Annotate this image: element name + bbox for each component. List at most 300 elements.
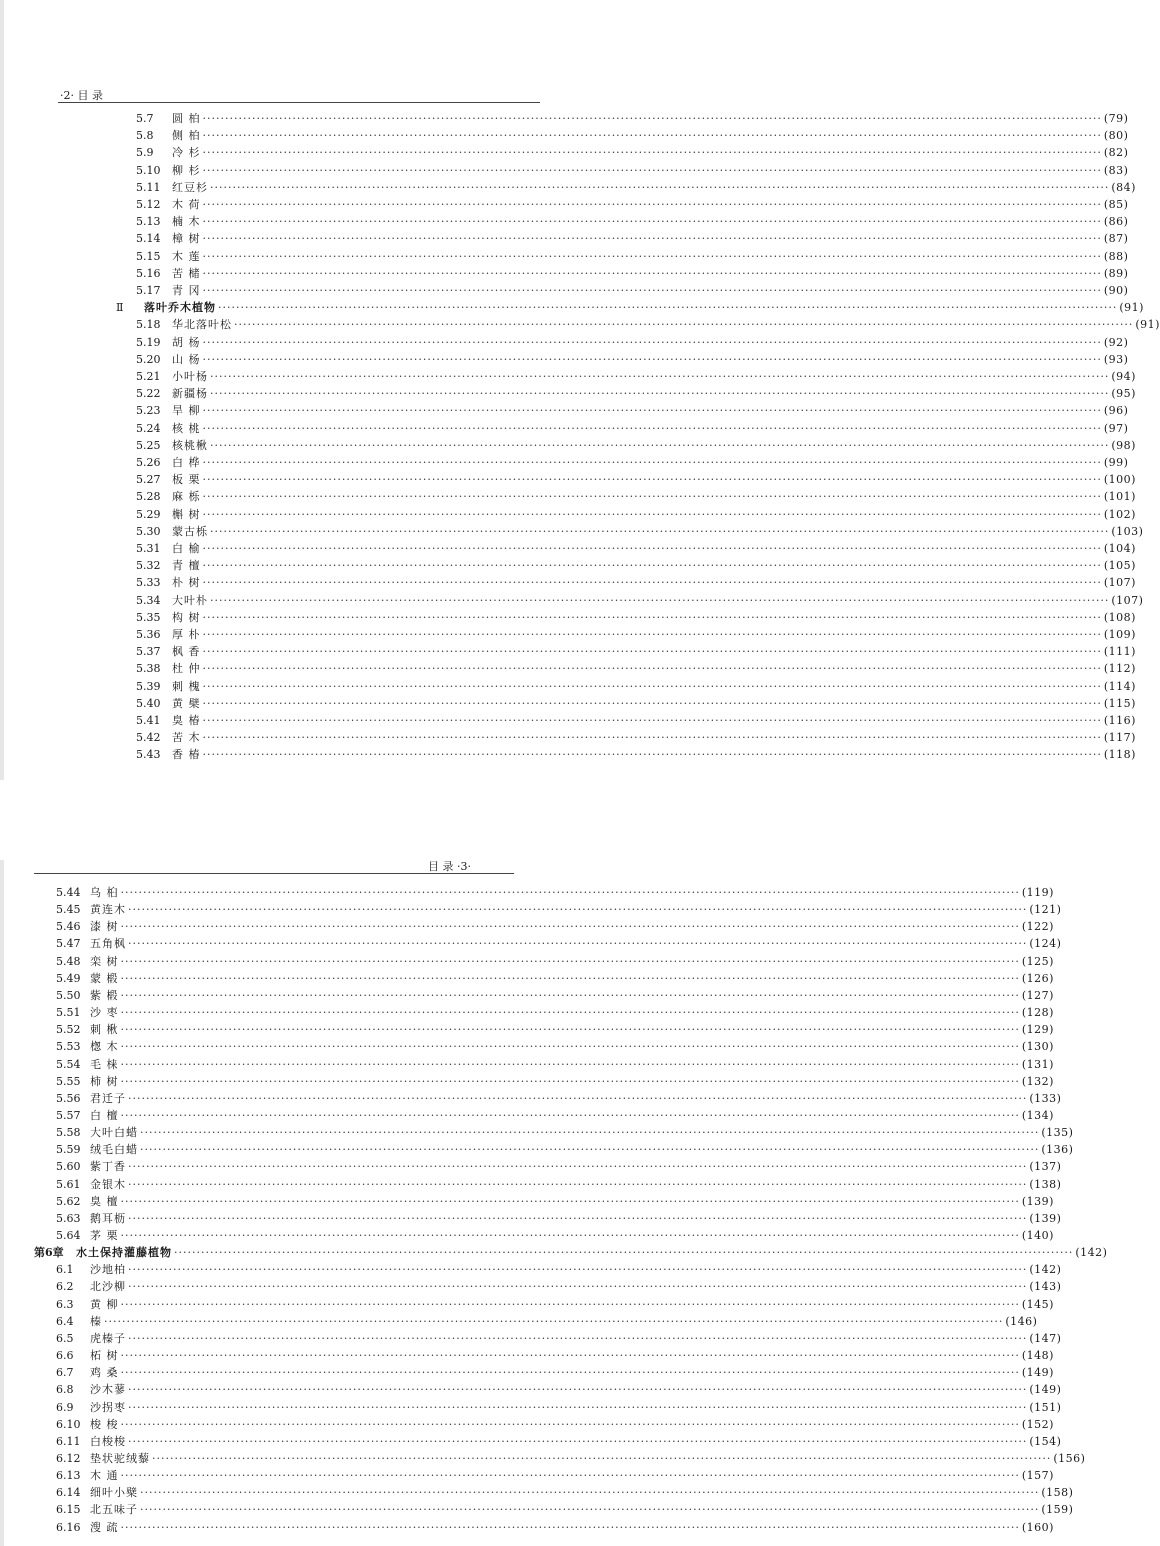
toc-page-number: (104) [1103, 542, 1136, 555]
toc-page-number: (92) [1103, 335, 1129, 349]
toc-entry-number: 5.50 [56, 988, 81, 1002]
toc-entry-number: 5.25 [136, 438, 161, 452]
toc-entry [56, 1467, 1054, 1484]
toc-entry-title: 黄 柳 [90, 1297, 119, 1311]
toc-entry-title: 溲 疏 [90, 1520, 119, 1534]
toc-entry-number: 5.21 [136, 370, 161, 383]
dot-leader: ········································································································································································································ [218, 301, 1118, 315]
dot-leader: ········································································································································································································ [202, 112, 1102, 125]
dot-leader: ········································································································································································································ [202, 576, 1102, 590]
toc-entry-number: 5.28 [136, 490, 161, 504]
toc-entry [56, 1021, 1054, 1038]
toc-entry-number: 5.15 [136, 249, 161, 263]
dot-leader: ········································································································································································································ [128, 1160, 1028, 1174]
toc-entry-number: 5.7 [136, 112, 154, 125]
toc-page-number: (149) [1021, 1366, 1054, 1380]
toc-entry-title: 柳 杉 [172, 163, 201, 177]
toc-entry-number: 第6章 [34, 1246, 64, 1260]
toc-entry-number: 6.11 [56, 1434, 81, 1448]
toc-entry-number: 5.33 [136, 576, 161, 590]
toc-entry-number: 6.10 [56, 1417, 81, 1431]
toc-entry-title: 圆 柏 [172, 112, 201, 125]
toc-entry-title: 侧 柏 [172, 129, 201, 143]
toc-entry [136, 368, 1136, 385]
toc-entry-title: 山 杨 [172, 352, 201, 366]
toc-entry-number: 5.56 [56, 1091, 81, 1105]
toc-entry-title: 青 冈 [172, 284, 201, 297]
toc-page-number: (98) [1111, 438, 1136, 452]
toc-entry-title: 五角枫 [90, 937, 126, 951]
toc-entry-title: 刺 楸 [90, 1023, 119, 1037]
toc-entry-title: 绒毛白蜡 [90, 1143, 138, 1157]
toc-entry [136, 523, 1144, 540]
toc-entry-title: 大叶白蜡 [90, 1126, 138, 1140]
toc-page-number: (127) [1021, 988, 1054, 1002]
dot-leader: ········································································································································································································ [120, 1229, 1020, 1242]
toc-entry [136, 609, 1136, 626]
toc-entry-number: 6.6 [56, 1349, 74, 1363]
toc-entry [136, 162, 1129, 179]
toc-entry [136, 127, 1129, 144]
toc-page-number: (159) [1041, 1503, 1074, 1517]
toc-page-number: (139) [1029, 1211, 1062, 1225]
dot-leader: ········································································································································································································ [210, 370, 1110, 383]
dot-leader: ········································································································································································································ [120, 1366, 1020, 1380]
toc-entry-title: 木 莲 [172, 249, 201, 263]
toc-entry-number: 5.43 [136, 748, 161, 762]
toc-entry [136, 144, 1129, 161]
dot-leader: ········································································································································································································ [120, 1194, 1020, 1208]
toc-entry [56, 1313, 1038, 1330]
dot-leader: ········································································································································································································ [210, 524, 1110, 538]
toc-entry-number: 5.24 [136, 421, 161, 435]
dot-leader: ········································································································································································································ [120, 1520, 1020, 1534]
toc-entry [56, 1056, 1054, 1073]
toc-page-number: (148) [1021, 1349, 1054, 1363]
toc-entry-title: 柿 树 [90, 1074, 119, 1088]
toc-page-number: (142) [1075, 1246, 1108, 1260]
toc-entry [56, 987, 1054, 1004]
toc-entry [56, 1193, 1054, 1210]
toc-page-number: (91) [1135, 318, 1160, 332]
toc-section-entry [116, 299, 1144, 316]
toc-entry-title: 沙木蓼 [90, 1383, 126, 1397]
toc-entry-number: 6.13 [56, 1469, 81, 1483]
toc-page-number: (91) [1119, 301, 1144, 315]
toc-entry-number: 5.31 [136, 542, 161, 555]
toc-entry [136, 265, 1129, 282]
dot-leader: ········································································································································································································ [120, 971, 1020, 985]
toc-entry-number: 5.26 [136, 456, 161, 469]
toc-entry-title: 乌 桕 [90, 886, 119, 899]
toc-entry [56, 1227, 1054, 1244]
dot-leader: ········································································································································································································ [202, 163, 1102, 177]
dot-leader: ········································································································································································································ [140, 1503, 1040, 1517]
toc-entry-title: 垫状驼绒藜 [90, 1451, 150, 1465]
toc-entry-title: 蒙古栎 [172, 524, 208, 538]
header-rule [58, 102, 540, 103]
toc-entry [136, 626, 1136, 643]
toc-page-number: (145) [1021, 1297, 1054, 1311]
dot-leader: ········································································································································································································ [120, 1469, 1020, 1483]
toc-entry-title: 沙 枣 [90, 1006, 119, 1020]
dot-leader: ········································································································································································································ [120, 988, 1020, 1002]
toc-entry [136, 230, 1129, 247]
toc-entry [136, 179, 1136, 196]
toc-page-number: (132) [1021, 1074, 1054, 1088]
toc-entry-number: 5.23 [136, 404, 161, 418]
toc-entry-number: 6.8 [56, 1383, 74, 1397]
dot-leader: ········································································································································································································ [202, 232, 1102, 246]
toc-entry-number: 5.10 [136, 163, 161, 177]
toc-entry-title: 华北落叶松 [172, 318, 232, 332]
toc-entry-number: 6.15 [56, 1503, 81, 1517]
toc-entry-number: 5.38 [136, 662, 161, 676]
toc-entry [136, 316, 1160, 333]
toc-entry-number: 6.7 [56, 1366, 74, 1380]
toc-entry-number: 5.35 [136, 610, 161, 624]
dot-leader: ········································································································································································································ [202, 696, 1102, 710]
toc-entry-number: 5.20 [136, 352, 161, 366]
toc-entry-number: 5.45 [56, 903, 81, 917]
toc-page-number: (138) [1029, 1177, 1062, 1191]
toc-entry [136, 712, 1136, 729]
header-rule [34, 873, 514, 874]
toc-entry-title: 黄 檗 [172, 696, 201, 710]
toc-entry-number: 5.9 [136, 146, 154, 160]
toc-page-number: (122) [1021, 920, 1054, 934]
toc-page-number: (100) [1103, 473, 1136, 487]
dot-leader: ········································································································································································································ [202, 679, 1102, 693]
toc-entry [56, 1210, 1062, 1227]
dot-leader: ········································································································································································································ [202, 249, 1102, 263]
toc-entry [56, 1330, 1062, 1347]
toc-entry-title: 麻 栎 [172, 490, 201, 504]
toc-entry-title: 青 檀 [172, 559, 201, 573]
toc-entry [56, 1381, 1062, 1398]
toc-entry-number: 5.62 [56, 1194, 81, 1208]
page-edge-shadow [0, 860, 4, 1546]
toc-entry [136, 402, 1129, 419]
toc-entry [56, 970, 1054, 987]
toc-entry [56, 1296, 1054, 1313]
toc-page-number: (86) [1103, 215, 1129, 229]
dot-leader: ········································································································································································································ [202, 146, 1102, 160]
toc-entry-title: 楤 木 [90, 1040, 119, 1054]
toc-entry-number: 5.34 [136, 593, 161, 607]
toc-page-number: (93) [1103, 352, 1129, 366]
dot-leader: ········································································································································································································ [202, 215, 1102, 229]
toc-entry-title: 木 荷 [172, 198, 201, 211]
toc-entry-number: 5.36 [136, 628, 161, 641]
dot-leader: ········································································································································································································ [202, 628, 1102, 641]
toc-entry [136, 592, 1144, 609]
dot-leader: ········································································································································································································ [140, 1143, 1040, 1157]
toc-entry-number: 5.64 [56, 1229, 81, 1242]
dot-leader: ········································································································································································································ [128, 1177, 1028, 1191]
toc-entry-number: 5.58 [56, 1126, 81, 1140]
dot-leader: ········································································································································································································ [210, 593, 1110, 607]
dot-leader: ········································································································································································································ [128, 1280, 1028, 1294]
toc-entry-number: 5.54 [56, 1057, 81, 1071]
toc-entry-title: 北沙柳 [90, 1280, 126, 1294]
dot-leader: ········································································································································································································ [202, 456, 1102, 469]
toc-page-number: (102) [1103, 507, 1136, 521]
dot-leader: ········································································································································································································ [128, 1211, 1028, 1225]
toc-entry-number: 5.49 [56, 971, 81, 985]
toc-entry-number: 5.11 [136, 180, 161, 194]
toc-entry [136, 746, 1136, 763]
toc-entry-title: 苦 木 [172, 731, 201, 745]
toc-entry-number: 6.5 [56, 1331, 74, 1345]
dot-leader: ········································································································································································································ [202, 335, 1102, 349]
toc-page-number: (89) [1103, 266, 1129, 280]
dot-leader: ········································································································································································································ [120, 1057, 1020, 1071]
toc-page-number: (107) [1103, 576, 1136, 590]
toc-entry-number: 5.63 [56, 1211, 81, 1225]
dot-leader: ········································································································································································································ [140, 1126, 1040, 1140]
toc-entry-title: 厚 朴 [172, 628, 201, 641]
page-header: 目 录 ·3· [428, 860, 471, 873]
dot-leader: ········································································································································································································ [202, 542, 1102, 555]
toc-page-number: (94) [1111, 370, 1136, 383]
toc-page-number: (99) [1103, 456, 1129, 469]
toc-entry-number: 5.8 [136, 129, 154, 143]
dot-leader: ········································································································································································································ [234, 318, 1134, 332]
toc-entry-title: 新疆杨 [172, 387, 208, 401]
toc-entry-number: Ⅱ [116, 301, 124, 315]
toc-entry [56, 1416, 1054, 1433]
toc-entry [136, 282, 1129, 299]
toc-page-number: (87) [1103, 232, 1129, 246]
toc-entry [136, 471, 1136, 488]
dot-leader: ········································································································································································································ [120, 920, 1020, 934]
toc-entry-title: 旱 柳 [172, 404, 201, 418]
toc-page-number: (97) [1103, 421, 1129, 435]
toc-entry-number: 5.27 [136, 473, 161, 487]
toc-entry [56, 884, 1054, 901]
toc-page-number: (83) [1103, 163, 1129, 177]
toc-entry [56, 1501, 1074, 1518]
toc-entry-title: 臭 椿 [172, 714, 201, 727]
toc-entry [136, 351, 1129, 368]
toc-entry [56, 1364, 1054, 1381]
toc-entry-number: 5.60 [56, 1160, 81, 1174]
toc-page-number: (137) [1029, 1160, 1062, 1174]
dot-leader: ········································································································································································································ [202, 662, 1102, 676]
toc-entry-number: 5.41 [136, 714, 161, 727]
toc-entry-title: 虎榛子 [90, 1331, 126, 1345]
dot-leader: ········································································································································································································ [202, 473, 1102, 487]
toc-entry-title: 细叶小檗 [90, 1486, 138, 1500]
toc-page-number: (101) [1103, 490, 1136, 504]
dot-leader: ········································································································································································································ [202, 404, 1102, 418]
dot-leader: ········································································································································································································ [128, 1091, 1028, 1105]
toc-entry-title: 枫 香 [172, 645, 201, 659]
toc-entry-title: 北五味子 [90, 1503, 138, 1517]
toc-entry [136, 385, 1136, 402]
dot-leader: ········································································································································································································ [202, 266, 1102, 280]
toc-page-number: (129) [1021, 1023, 1054, 1037]
toc-entry-title: 木 通 [90, 1469, 119, 1483]
toc-page-number: (118) [1103, 748, 1136, 762]
dot-leader: ········································································································································································································ [202, 610, 1102, 624]
toc-entry-title: 胡 杨 [172, 335, 201, 349]
toc-entry-number: 6.4 [56, 1314, 74, 1328]
toc-page-number: (117) [1103, 731, 1136, 745]
toc-entry-title: 杜 仲 [172, 662, 201, 676]
toc-page-number: (136) [1041, 1143, 1074, 1157]
toc-entry-title: 柘 树 [90, 1349, 119, 1363]
dot-leader: ········································································································································································································ [120, 1108, 1020, 1122]
dot-leader: ········································································································································································································ [202, 198, 1102, 211]
toc-entry [136, 420, 1129, 437]
toc-page-number: (160) [1021, 1520, 1054, 1534]
toc-entry-number: 5.48 [56, 954, 81, 968]
toc-entry-title: 臭 檀 [90, 1194, 119, 1208]
dot-leader: ········································································································································································································ [120, 1297, 1020, 1311]
toc-entry-title: 毛 梾 [90, 1057, 119, 1071]
page-edge-shadow [0, 0, 4, 780]
toc-entry-title: 鸡 桑 [90, 1366, 119, 1380]
toc-entry-number: 5.51 [56, 1006, 81, 1020]
toc-entry-number: 5.22 [136, 387, 161, 401]
toc-entry [56, 1124, 1074, 1141]
toc-entry-number: 5.18 [136, 318, 161, 332]
toc-page-number: (126) [1021, 971, 1054, 985]
toc-entry-title: 君迁子 [90, 1091, 126, 1105]
toc-page-number: (119) [1021, 886, 1054, 899]
toc-entry [56, 1278, 1062, 1295]
toc-page-number: (131) [1021, 1057, 1054, 1071]
toc-page-number: (125) [1021, 954, 1054, 968]
toc-entry [56, 1004, 1054, 1021]
toc-entry-title: 构 树 [172, 610, 201, 624]
toc-page-number: (111) [1103, 645, 1136, 659]
dot-leader: ········································································································································································································ [202, 129, 1102, 143]
toc-page-number: (156) [1053, 1451, 1086, 1465]
toc-entry-title: 核 桃 [172, 421, 201, 435]
toc-entry [56, 1347, 1054, 1364]
toc-entry [136, 437, 1136, 454]
dot-leader: ········································································································································································································ [202, 507, 1102, 521]
dot-leader: ········································································································································································································ [120, 1074, 1020, 1088]
toc-page-number: (147) [1029, 1331, 1062, 1345]
toc-entry-number: 5.13 [136, 215, 161, 229]
dot-leader: ········································································································································································································ [128, 1434, 1028, 1448]
toc-page-number: (105) [1103, 559, 1136, 573]
toc-page-number: (79) [1103, 112, 1129, 125]
dot-leader: ········································································································································································································ [202, 421, 1102, 435]
toc-entry [136, 196, 1129, 213]
toc-entry-number: 5.55 [56, 1074, 81, 1088]
toc-page-number: (149) [1029, 1383, 1062, 1397]
toc-entry [136, 695, 1136, 712]
toc-entry-title: 苦 槠 [172, 266, 201, 280]
toc-entry-number: 5.30 [136, 524, 161, 538]
toc-page-number: (135) [1041, 1126, 1074, 1140]
dot-leader: ········································································································································································································ [120, 1040, 1020, 1054]
toc-page-number: (157) [1021, 1469, 1054, 1483]
toc-page-number: (143) [1029, 1280, 1062, 1294]
dot-leader: ········································································································································································································ [140, 1486, 1040, 1500]
toc-entry-number: 5.37 [136, 645, 161, 659]
toc-entry-number: 5.40 [136, 696, 161, 710]
toc-entry [56, 1158, 1062, 1175]
toc-entry [56, 1433, 1062, 1450]
toc-entry [56, 953, 1054, 970]
toc-page-number: (82) [1103, 146, 1129, 160]
toc-page-number: (115) [1103, 696, 1136, 710]
dot-leader: ········································································································································································································ [120, 1006, 1020, 1020]
toc-entry-number: 6.3 [56, 1297, 74, 1311]
toc-entry-title: 紫 椴 [90, 988, 119, 1002]
toc-entry-title: 沙地柏 [90, 1263, 126, 1277]
toc-entry-title: 黄连木 [90, 903, 126, 917]
toc-entry-title: 落叶乔木植物 [144, 301, 216, 315]
toc-entry-title: 栾 树 [90, 954, 119, 968]
toc-page-number: (139) [1021, 1194, 1054, 1208]
toc-entry-title: 沙拐枣 [90, 1400, 126, 1414]
toc-page-number: (85) [1103, 198, 1129, 211]
toc-page-number: (154) [1029, 1434, 1062, 1448]
toc-entry-number: 5.16 [136, 266, 161, 280]
toc-entry-title: 梭 梭 [90, 1417, 119, 1431]
toc-entry-title: 楠 木 [172, 215, 201, 229]
toc-page-number: (84) [1111, 180, 1136, 194]
toc-entry [136, 248, 1129, 265]
dot-leader: ········································································································································································································ [210, 387, 1110, 401]
dot-leader: ········································································································································································································ [120, 886, 1020, 899]
toc-page-number: (90) [1103, 284, 1129, 297]
toc-page-number: (103) [1111, 524, 1144, 538]
toc-entry-title: 朴 树 [172, 576, 201, 590]
toc-entry-number: 5.53 [56, 1040, 81, 1054]
toc-entry [136, 729, 1136, 746]
toc-entry-number: 5.14 [136, 232, 161, 246]
toc-entry [136, 574, 1136, 591]
toc-entry [56, 1399, 1062, 1416]
toc-page-number: (114) [1103, 679, 1136, 693]
toc-entry [56, 918, 1054, 935]
toc-entry [56, 1141, 1074, 1158]
toc-entry-title: 红豆杉 [172, 180, 208, 194]
dot-leader: ········································································································································································································ [202, 284, 1102, 297]
dot-leader: ········································································································································································································ [128, 903, 1028, 917]
toc-entry-title: 白梭梭 [90, 1434, 126, 1448]
toc-entry [56, 901, 1062, 918]
toc-page-number: (130) [1021, 1040, 1054, 1054]
toc-entry-number: 5.29 [136, 507, 161, 521]
toc-entry-number: 5.42 [136, 731, 161, 745]
toc-entry [136, 213, 1129, 230]
toc-entry [136, 678, 1136, 695]
toc-entry-title: 白 榆 [172, 542, 201, 555]
toc-page-number: (140) [1021, 1229, 1054, 1242]
toc-entry [56, 1038, 1054, 1055]
toc-entry [56, 1519, 1054, 1536]
toc-entry-number: 6.16 [56, 1520, 81, 1534]
dot-leader: ········································································································································································································ [120, 1417, 1020, 1431]
toc-entry-title: 金银木 [90, 1177, 126, 1191]
toc-entry [136, 334, 1129, 351]
toc-entry-title: 紫丁香 [90, 1160, 126, 1174]
toc-entry-title: 板 栗 [172, 473, 201, 487]
dot-leader: ········································································································································································································ [128, 937, 1028, 951]
toc-entry-number: 5.46 [56, 920, 81, 934]
dot-leader: ········································································································································································································ [128, 1383, 1028, 1397]
toc-entry-title: 香 椿 [172, 748, 201, 762]
